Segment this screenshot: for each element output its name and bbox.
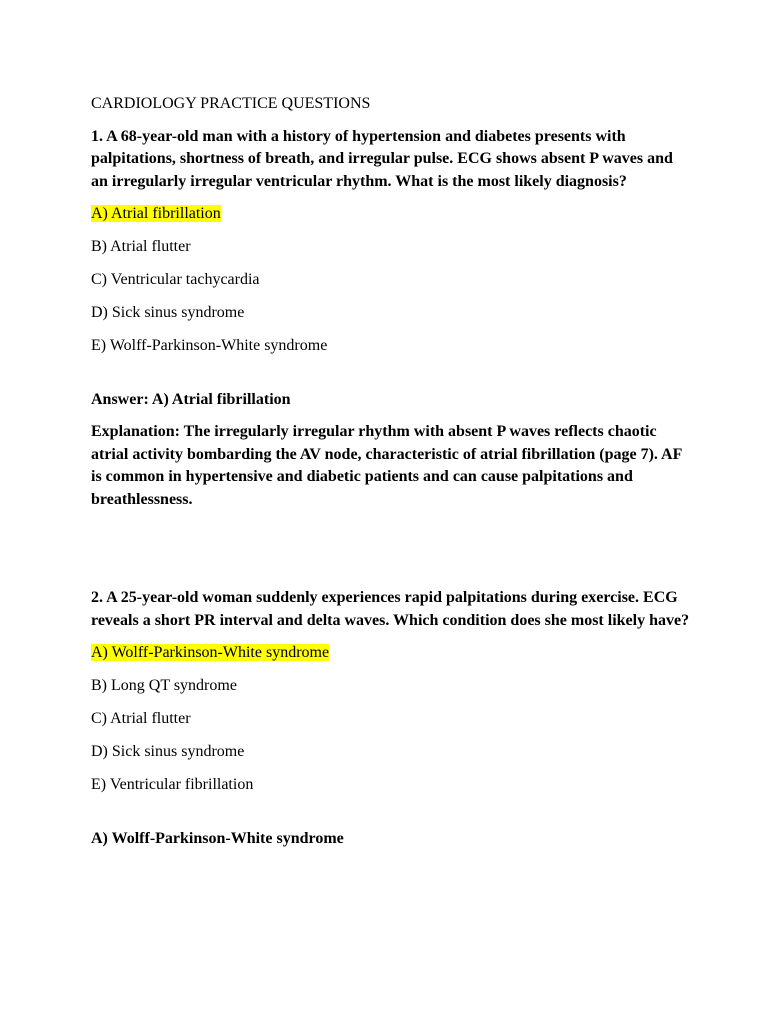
question-1-option-d: D) Sick sinus syndrome: [91, 304, 245, 321]
question-2-option-e: E) Ventricular fibrillation: [91, 776, 254, 793]
question-1-option-b: B) Atrial flutter: [91, 238, 191, 255]
document-title: CARDIOLOGY PRACTICE QUESTIONS: [91, 95, 371, 112]
question-2-option-d: D) Sick sinus syndrome: [91, 743, 245, 760]
highlighted-correct-option: A) Wolff-Parkinson-White syndrome: [91, 644, 330, 661]
question-1-option-e: E) Wolff-Parkinson-White syndrome: [91, 337, 328, 354]
document-page: [91, 93, 691, 850]
question-1-answer: Answer: A) Atrial fibrillation: [91, 390, 291, 408]
section-spacer: [91, 511, 691, 587]
highlighted-correct-option: A) Atrial fibrillation: [91, 205, 221, 222]
question-2-answer: A) Wolff-Parkinson-White syndrome: [91, 829, 344, 847]
question-2-option-a: [91, 642, 691, 665]
question-2-option-c: C) Atrial flutter: [91, 710, 191, 727]
question-2-stem: 2. A 25-year-old woman suddenly experiences rapid palpitations during exercise. ECG reveals a short PR interval and delta waves. Which condition does she most likely have?: [91, 589, 690, 629]
question-1-option-c: C) Ventricular tachycardia: [91, 271, 260, 288]
question-1-stem: 1. A 68-year-old man with a history of hypertension and diabetes presents with palpitations, shortness of breath, and irregular pulse. ECG shows absent P waves and an irregularly irregular ventricular rhythm. What is the most likely diagnosis?: [91, 127, 673, 190]
question-1-option-a: [91, 203, 691, 226]
question-2-option-b: B) Long QT syndrome: [91, 677, 237, 694]
question-1-explanation: Explanation: The irregularly irregular rhythm with absent P waves reflects chaotic atrial activity bombarding the AV node, characteristic of atrial fibrillation (page 7). AF is common in hypertensive and diabetic patients and can cause palpitations and breathlessness.: [91, 423, 682, 508]
